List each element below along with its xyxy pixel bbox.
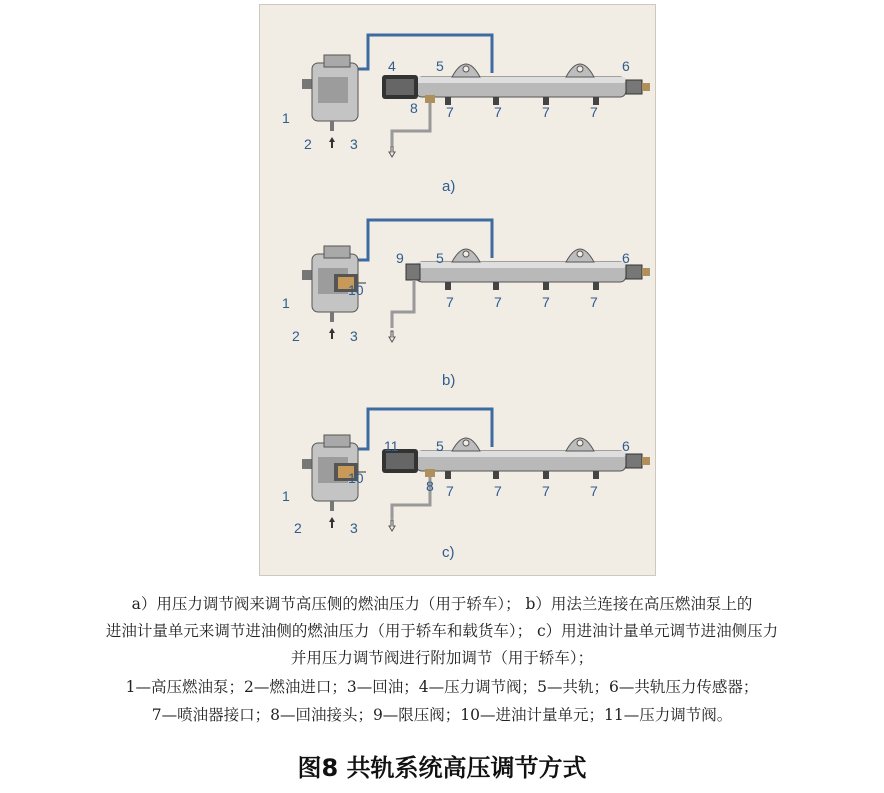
callout-number: 7: [542, 483, 550, 499]
rail-pressure-sensor: [626, 265, 642, 279]
callout-number: 8: [426, 478, 434, 494]
callout-number: 5: [436, 438, 444, 454]
callout-number: 3: [350, 520, 358, 536]
flange-hole: [463, 66, 469, 72]
rail-pressure-sensor: [626, 80, 642, 94]
callout-number: 11: [384, 438, 399, 454]
callout-number: 7: [494, 483, 502, 499]
callout-number: 7: [590, 104, 598, 120]
caption-line-2: 进油计量单元来调节进油侧的燃油压力（用于轿车和载货车）； c）用进油计量单元调节进油侧压力: [105, 622, 779, 640]
rail-pressure-sensor: [626, 454, 642, 468]
inlet-arrow: [329, 517, 335, 528]
pump-head: [324, 435, 350, 447]
pressure-limit-valve: [406, 264, 420, 280]
callout-number: 5: [436, 250, 444, 266]
callout-number: 9: [396, 250, 404, 266]
flange-hole: [463, 440, 469, 446]
callout-number: 7: [542, 294, 550, 310]
callout-number: 7: [494, 294, 502, 310]
injector-connector: [445, 282, 451, 290]
callout-number: 7: [494, 104, 502, 120]
injector-connector: [445, 471, 451, 479]
return-fitting: [425, 95, 435, 103]
flange-hole: [577, 440, 583, 446]
caption-line-5: 7—喷油器接口；8—回油接头；9—限压阀；10—进油计量单元；11—压力调节阀。: [151, 706, 733, 724]
callout-number: 7: [590, 294, 598, 310]
flange-hole: [463, 251, 469, 257]
callout-number: 7: [446, 483, 454, 499]
injector-connector: [543, 471, 549, 479]
callout-number: 7: [542, 104, 550, 120]
diagram-b: [302, 220, 650, 342]
return-arrow: [389, 146, 395, 157]
callout-number: 8: [410, 100, 418, 116]
callout-number: 6: [622, 250, 630, 266]
sensor-connector: [642, 268, 650, 276]
callout-number: 1: [282, 295, 290, 311]
injector-connector: [543, 282, 549, 290]
inlet-arrow: [329, 328, 335, 339]
rail-highlight: [416, 77, 626, 83]
fuel-inlet-pipe: [330, 312, 334, 322]
injector-connector: [593, 282, 599, 290]
callout-number: 1: [282, 110, 290, 126]
return-fitting: [425, 469, 435, 477]
inlet-arrow: [329, 137, 335, 148]
valve-body: [386, 79, 414, 95]
callout-number: 3: [350, 136, 358, 152]
injector-connector: [593, 471, 599, 479]
callout-number: 5: [436, 58, 444, 74]
callout-number: 2: [294, 520, 302, 536]
flange-hole: [577, 66, 583, 72]
diagram-svg: [260, 5, 655, 575]
subfigure-label-c: c): [442, 544, 455, 561]
flange-hole: [577, 251, 583, 257]
callout-number: 7: [446, 104, 454, 120]
fuel-inlet-pipe: [330, 121, 334, 131]
return-arrow: [389, 520, 395, 531]
return-line: [392, 280, 414, 328]
callout-number: 7: [446, 294, 454, 310]
return-arrow: [389, 331, 395, 342]
injector-connector: [493, 471, 499, 479]
caption-line-3: 并用压力调节阀进行附加调节（用于轿车）；: [290, 649, 594, 667]
callout-number: 10: [348, 282, 364, 298]
injector-connector: [493, 282, 499, 290]
subfigure-label-b: b): [442, 372, 456, 389]
figure-panel: [259, 4, 656, 576]
figure-title: 图8 共轨系统高压调节方式: [297, 754, 587, 782]
callout-number: 2: [292, 328, 300, 344]
callout-number: 6: [622, 438, 630, 454]
callout-number: 3: [350, 328, 358, 344]
callout-number: 2: [304, 136, 312, 152]
pump-cylinder: [318, 77, 348, 103]
caption-line-4: 1—高压燃油泵；2—燃油进口；3—回油；4—压力调节阀；5—共轨；6—共轨压力传感器；: [125, 678, 759, 696]
callout-number: 7: [590, 483, 598, 499]
pump-head: [324, 55, 350, 67]
caption-line-1: a）用压力调节阀来调节高压侧的燃油压力（用于轿车）； b）用法兰连接在高压燃油泵上的: [131, 595, 753, 613]
callout-number: 10: [348, 470, 364, 486]
rail-highlight: [416, 262, 626, 268]
callout-number: 4: [388, 58, 396, 74]
pump-head: [324, 246, 350, 258]
sensor-connector: [642, 457, 650, 465]
fuel-inlet-pipe: [330, 501, 334, 511]
callout-number: 6: [622, 58, 630, 74]
callout-number: 1: [282, 488, 290, 504]
subfigure-label-a: a): [442, 178, 456, 195]
valve-body: [386, 453, 414, 469]
rail-highlight: [416, 451, 626, 457]
return-line: [392, 471, 430, 519]
sensor-connector: [642, 83, 650, 91]
